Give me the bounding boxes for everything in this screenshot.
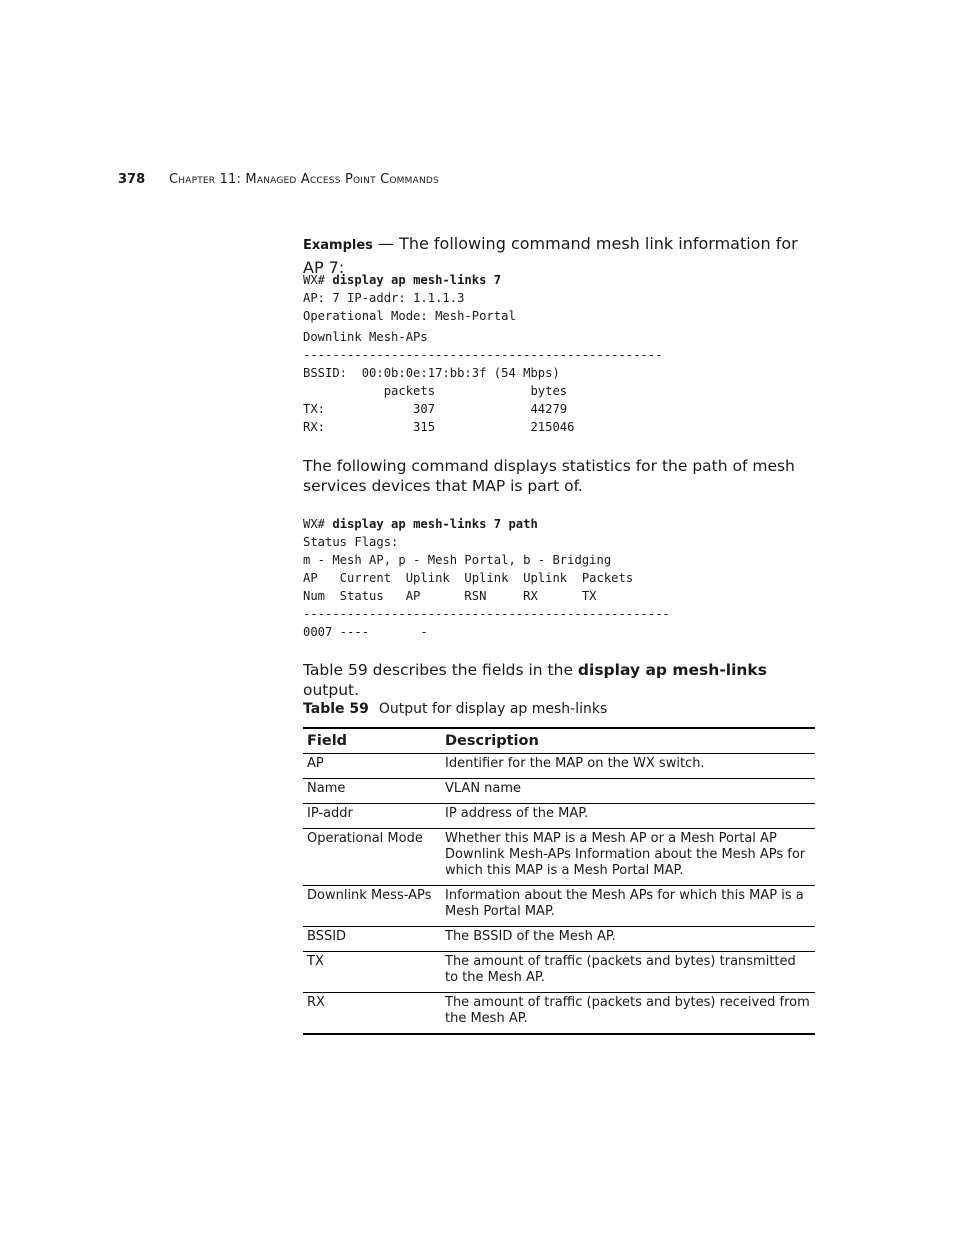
code-output-line: RX: 315 215046 [303,420,575,434]
table-row [303,829,815,886]
description-cell: Information about the Mesh APs for which this MAP is a Mesh Portal MAP. [441,886,815,927]
table-number: Table 59 [303,701,369,717]
chapter-title: Chapter 11: Managed Access Point Commands [168,172,439,187]
para-text: output. [303,681,360,699]
table-row [303,952,815,993]
column-header: Field [303,728,441,754]
code-block-mesh-path [303,515,818,641]
description-cell: Whether this MAP is a Mesh AP or a Mesh Portal AP Downlink Mesh-APs Information about the Mesh APs for which this MAP is a Mesh Portal MAP. [441,829,815,886]
description-cell: VLAN name [441,779,815,804]
code-command: display ap mesh-links 7 path [332,517,538,531]
code-output-line: 0007 ---- - [303,625,428,639]
table-row [303,927,815,952]
field-cell: TX [303,952,441,993]
table-row [303,804,815,829]
code-output-line: m - Mesh AP, p - Mesh Portal, b - Bridging [303,553,612,567]
table-row [303,886,815,927]
code-prompt: WX# [303,273,333,287]
page-number: 378 [118,172,146,187]
table-header-row [303,728,815,754]
code-command-line [303,515,818,533]
code-block-mesh-links [303,271,818,436]
table-caption [303,701,818,717]
code-output-line: Num Status AP RSN RX TX [303,589,597,603]
code-output-line: Operational Mode: Mesh-Portal [303,309,516,323]
examples-label: Examples [303,238,373,253]
code-output-line: Downlink Mesh-APs [303,330,428,344]
description-cell: The amount of traffic (packets and bytes) transmitted to the Mesh AP. [441,952,815,993]
description-cell: Identifier for the MAP on the WX switch. [441,754,815,779]
description-cell: IP address of the MAP. [441,804,815,829]
field-cell: AP [303,754,441,779]
code-output-line: TX: 307 44279 [303,402,568,416]
field-cell: Operational Mode [303,829,441,886]
para-bold-command: display ap mesh-links [577,661,767,679]
code-output-line: -------------------------------------------------- [303,607,670,621]
code-output-line: BSSID: 00:0b:0e:17:bb:3f (54 Mbps) [303,366,560,380]
table-row [303,779,815,804]
field-cell: Downlink Mess-APs [303,886,441,927]
table-title: Output for display ap mesh-links [378,701,608,717]
code-command: display ap mesh-links 7 [332,273,502,287]
code-output-line: packets bytes [303,384,568,398]
description-cell: The BSSID of the Mesh AP. [441,927,815,952]
examples-text: — The following command mesh link information for AP 7: [303,234,798,277]
code-output-line: AP Current Uplink Uplink Uplink Packets [303,571,634,585]
table-row [303,993,815,1035]
paragraph-table-reference [303,660,818,700]
description-cell: The amount of traffic (packets and bytes) received from the Mesh AP. [441,993,815,1035]
field-cell: Name [303,779,441,804]
column-header: Description [441,728,815,754]
code-output-line: AP: 7 IP-addr: 1.1.1.3 [303,291,465,305]
field-cell: BSSID [303,927,441,952]
para-text: Table 59 describes the fields in the [303,661,578,679]
page-header [118,172,439,187]
code-output-line: Status Flags: [303,535,399,549]
field-cell: IP-addr [303,804,441,829]
code-output-line: ------------------------------------------------- [303,348,663,362]
code-prompt: WX# [303,517,333,531]
table-row [303,754,815,779]
fields-table [303,727,815,1035]
paragraph-path-description: The following command displays statistics for the path of mesh services devices that MAP is part of. [303,457,795,495]
field-cell: RX [303,993,441,1035]
code-command-line [303,271,818,289]
